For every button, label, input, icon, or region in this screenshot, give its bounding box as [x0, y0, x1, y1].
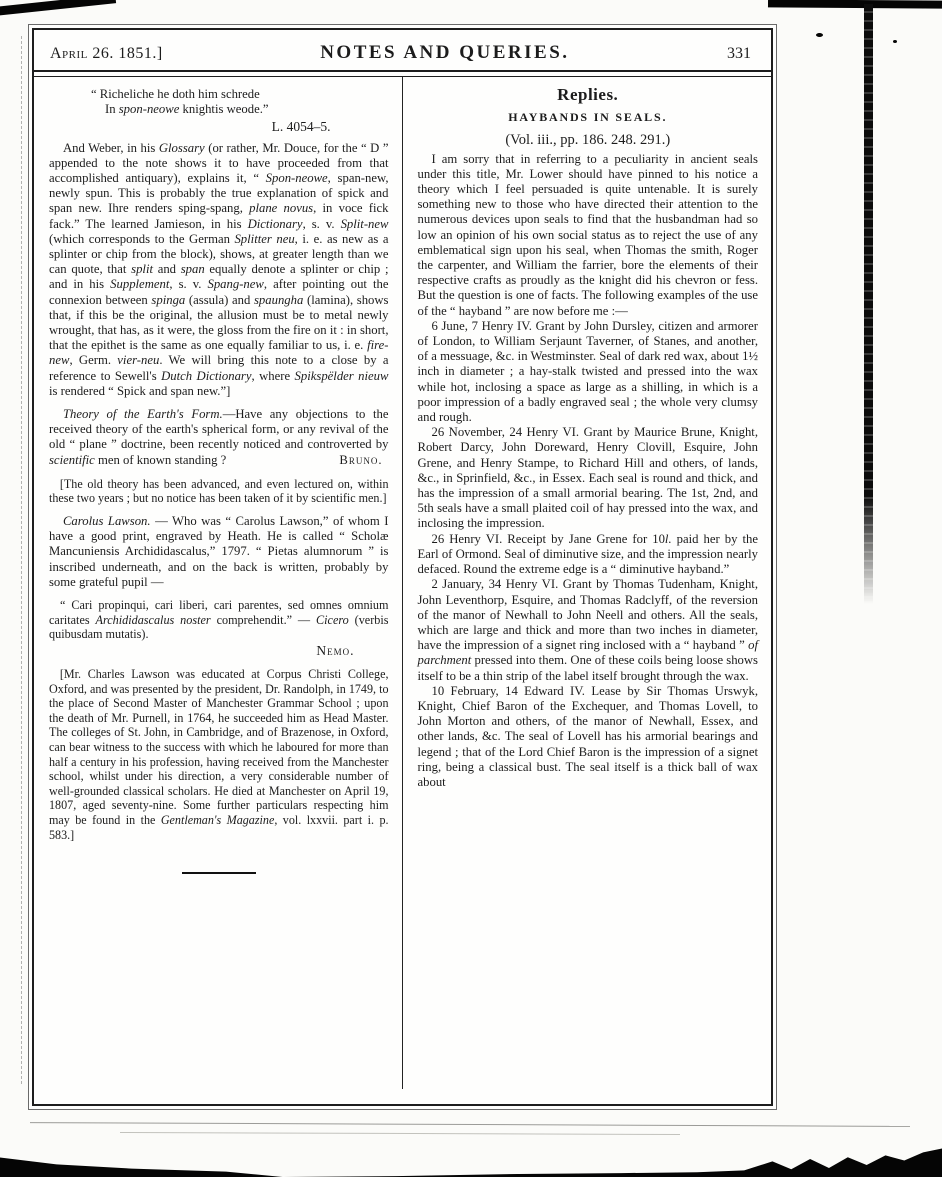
verse-quote — [91, 87, 389, 117]
publication-title: NOTES AND QUERIES. — [320, 42, 570, 63]
scan-artifact-top-right — [768, 0, 942, 9]
reply-paragraph: I am sorry that in referring to a peculiarity in ancient seals under this title, Mr. Lower should have pinned to his notice a theory which I feel persuaded is quite untenable. It is surely something new to those who have directed their attention to the numerous devices upon seals to find that the husbandman had so low an opinion of his own social status as to reject the use of any emblematical sign upon his seal, when Thomas the smith, Roger the carpenter, and William the farrier, bore the elements of their respective crafts as proudly as the knight did his chevron or fess. But the question is one of facts. The following examples of the use of the “ hayband ” are now before me :— — [417, 151, 758, 318]
reply-paragraph: 10 February, 14 Edward IV. Lease by Sir Thomas Urswyk, Knight, Chief Baron of the Exchequer, and Thomas Lovell, to John Morton and others, of the manor of Newhall, Essex, and other lands, &c. The seal of Lovell has his armorial bearings and legend ; that of the Lord Chief Baron is the impression of a signet ring, being a classical bust. The seal itself is a thick ball of wax about — [417, 683, 758, 789]
article-title: HAYBANDS IN SEALS. — [508, 110, 668, 125]
section-divider — [182, 872, 256, 874]
theory-editor-note: [The old theory has been advanced, and even lectured on, within these two years ; but no notice has been taken of it by scientific men.] — [49, 476, 389, 506]
scanned-page — [28, 24, 777, 1110]
scan-artifact-edge-dots — [21, 36, 22, 1084]
lawson-query: Carolus Lawson. — Who was “ Carolus Lawson,” of whom I have a good print, engraved by Heath. He is called “ Scholæ Mancuniensis Archididascalus,” 1797. “ Pietas alumnorum ” is inscribed underneath, and on the back is written, probably by some grateful pupil — — [49, 514, 389, 589]
scan-artifact-page-edge — [30, 1122, 910, 1127]
reply-paragraph: 26 Henry VI. Receipt by Jane Grene for 10l. paid her by the Earl of Ormond. Seal of diminutive size, and the impression nearly defaced. Round the extreme edge is a “ diminutive hayband.” — [417, 531, 758, 577]
header-rule — [34, 70, 771, 77]
weber-paragraph: And Weber, in his Glossary (or rather, Mr. Douce, for the “ D ” appended to the note shows it to have proceeded from that accomplished antiquary), explains it, “ Spon-neowe, span-new, newly spun. This is probably the true explanation of spick and span new. Ihre renders sping-spang, plane novus, in voce fick fack.” The learned Jamieson, in his Dictionary, s. v. Split-new (which corresponds to the German Splitter neu, i. e. as new as a splinter or chip from the block), shows, at greater length than we can quote, that split and span equally denote a splinter or chip ; and in his Supplement, s. v. Spang-new, after pointing out the connexion between spinga (assula) and spaungha (lamina), shows that, if this be the original, the allusion must be to metal newly wrought, that has, as it were, the gloss from the fire on it : in short, that the epithet is the same as one equally familiar to us, i. e. fire-new, Germ. vier-neu. We will bring this note to a close by a reference to Sewell's Dutch Dictionary, where Spikspëlder nieuw is rendered “ Spick and span new.”] — [49, 140, 389, 398]
text-columns — [34, 77, 771, 1089]
scan-artifact-top-left — [0, 0, 116, 17]
page-header — [34, 36, 771, 68]
scan-artifact-speck — [893, 40, 897, 43]
right-column — [403, 77, 772, 1089]
reply-paragraph: 26 November, 24 Henry VI. Grant by Maurice Brune, Knight, Robert Darcy, John Doreward, Henry Clovill, Esquire, John Grene, and Henry Stampe, to Richard Hill and others, of lands, &c., in Sprinfield, &c., in Essex. Each seal is round and thick, and has the impression of a small armorial bearing. The 1st, 2nd, and 5th seals have a small plaited coil of hay pressed into the wax, and inclosing the impression. — [417, 425, 758, 531]
lawson-editor-note: [Mr. Charles Lawson was educated at Corpus Christi College, Oxford, and was presented by the president, Dr. Randolph, in 1749, to the place of Second Master of Manchester Grammar School ; upon the death of Mr. Purnell, in 1764, he succeeded him as Head Master. The colleges of St. John, in Cambridge, and of Brazenose, in Oxford, can bear witness to the success with which he laboured for more than half a century in his profession, having received from the Manchester school, whilst under his direction, a very considerable number of well-grounded classical scholars. He died at Manchester on April 19, 1807, aged seventy-nine. Some further particulars respecting him may be found in the Gentleman's Magazine, vol. lxxvii. part i. p. 583.] — [49, 667, 389, 842]
verse-line: “ Richeliche he doth him schrede — [91, 87, 260, 101]
signature-bruno: Bruno. — [339, 452, 383, 467]
page-frame — [32, 28, 773, 1106]
volume-reference: (Vol. iii., pp. 186. 248. 291.) — [505, 132, 671, 149]
scan-artifact-page-edge — [120, 1132, 680, 1135]
scan-artifact-bottom-shadow — [0, 1147, 942, 1177]
scan-artifact-speck — [816, 33, 823, 37]
theory-query: Theory of the Earth's Form.—Have any objections to the received theory of the earth's spherical form, or any revival of the old “ plane ” doctrine, been recently noticed and controverted by scientific men of known standing ? — [49, 407, 389, 467]
replies-section-heading: Replies. — [557, 85, 619, 104]
issue-date: April 26. 1851.] — [50, 45, 163, 62]
scan-artifact-spine — [864, 4, 873, 604]
signature-nemo: Nemo. — [316, 642, 355, 658]
reply-paragraph: 6 June, 7 Henry IV. Grant by John Dursley, citizen and armorer of London, to William Serjaunt Taverner, of Stanes, and another, of a messuage, &c. in Westminster. Seal of dark red wax, about 1½ inch in diameter ; a hay-stalk twisted and pressed into the wax while hot, inclosing a space as large as a shilling, in which is a poor impression of a badly engraved seal ; the whole very clumsy and rough. — [417, 318, 758, 425]
reply-paragraph: 2 January, 34 Henry VI. Grant by Thomas Tudenham, Knight, John Leventhorp, Esquire, and Thomas Radclyff, of the reversion of the manor of Newhall to John Neell and others. All the seals, which are large and thick and more than two inches in diameter, have the impression of a signet ring inclosed with a “ hayband ” of parchment pressed into them. One of these coils being loose shows itself to be a thin strip of the label itself brought through the wax. — [417, 577, 758, 683]
left-column — [34, 77, 403, 1089]
page-number: 331 — [726, 45, 751, 62]
verse-line: In spon-neowe knightis weode.” — [105, 102, 269, 117]
verse-citation: L. 4054–5. — [271, 119, 331, 135]
lawson-latin-quote: “ Cari propinqui, cari liberi, cari parentes, sed omnes omnium caritates Archididascalus noster comprehendit.” — Cicero (verbis quibusdam mutatis). — [49, 598, 389, 642]
